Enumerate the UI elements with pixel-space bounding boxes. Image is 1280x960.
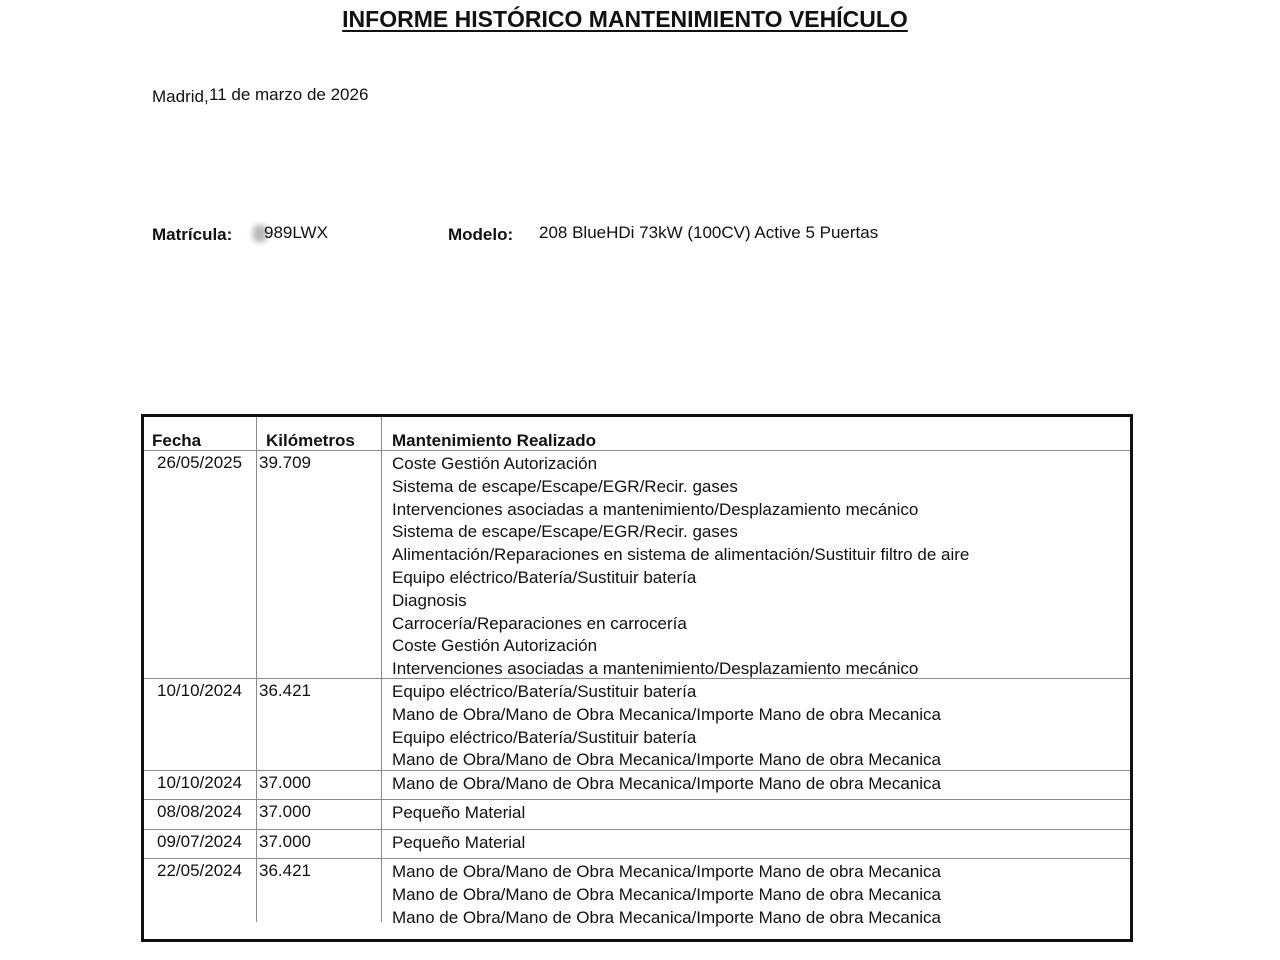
maintenance-item: Carrocería/Reparaciones en carrocería xyxy=(392,613,687,633)
maintenance-item: Intervenciones asociadas a mantenimiento/Desplazamiento mecánico xyxy=(392,499,919,519)
plate-label: Matrícula: xyxy=(152,225,233,244)
row-km: 36.421 xyxy=(259,861,311,880)
table-row xyxy=(144,830,1130,858)
row-divider xyxy=(144,799,1130,800)
maintenance-item: Diagnosis xyxy=(392,590,467,610)
table-row xyxy=(144,451,1130,678)
maintenance-item: Equipo eléctrico/Batería/Sustituir batería xyxy=(392,567,697,587)
table-row xyxy=(144,771,1130,799)
row-maintenance-list xyxy=(392,453,969,681)
maintenance-item: Mano de Obra/Mano de Obra Mecanica/Importe Mano de obra Mecanica xyxy=(392,774,942,793)
row-maintenance-list xyxy=(392,681,941,772)
row-date: 10/10/2024 xyxy=(157,773,243,792)
table-row xyxy=(144,859,1130,927)
maintenance-item: Sistema de escape/Escape/EGR/Recir. gases xyxy=(392,476,738,496)
maintenance-table xyxy=(141,414,1133,942)
row-km: 37.000 xyxy=(259,802,311,821)
table-header xyxy=(144,417,1130,449)
row-maintenance-list xyxy=(392,773,941,796)
row-maintenance-list xyxy=(392,802,525,825)
row-date: 10/10/2024 xyxy=(157,681,243,700)
maintenance-item: Equipo eléctrico/Batería/Sustituir batería xyxy=(392,727,697,747)
row-maintenance-list xyxy=(392,832,525,855)
maintenance-item: Alimentación/Reparaciones en sistema de alimentación/Sustituir filtro de aire xyxy=(392,545,970,565)
maintenance-item: Equipo eléctrico/Batería/Sustituir batería xyxy=(392,682,697,701)
row-divider xyxy=(144,858,1130,859)
maintenance-item: Coste Gestión Autorización xyxy=(392,454,598,473)
maintenance-item: Mano de Obra/Mano de Obra Mecanica/Importe Mano de obra Mecanica xyxy=(392,884,942,904)
column-divider xyxy=(381,417,382,922)
row-date: 22/05/2024 xyxy=(157,861,243,880)
header-km: Kilómetros xyxy=(266,431,355,450)
maintenance-item: Pequeño Material xyxy=(392,833,526,852)
column-divider xyxy=(256,417,257,922)
plate-value: 989LWX xyxy=(264,223,328,242)
maintenance-item: Pequeño Material xyxy=(392,803,526,822)
header-date: Fecha xyxy=(152,431,202,450)
row-date: 08/08/2024 xyxy=(157,802,243,821)
row-divider xyxy=(144,678,1130,679)
row-date: 26/05/2025 xyxy=(157,453,243,472)
model-value: 208 BlueHDi 73kW (100CV) Active 5 Puertas xyxy=(539,223,879,242)
row-km: 37.000 xyxy=(259,773,311,792)
row-km: 37.000 xyxy=(259,832,311,851)
row-date: 09/07/2024 xyxy=(157,832,243,851)
header-work: Mantenimiento Realizado xyxy=(392,431,597,450)
row-divider xyxy=(144,450,1130,451)
maintenance-item: Mano de Obra/Mano de Obra Mecanica/Importe Mano de obra Mecanica xyxy=(392,907,942,927)
maintenance-item: Mano de Obra/Mano de Obra Mecanica/Importe Mano de obra Mecanica xyxy=(392,750,942,770)
maintenance-item: Mano de Obra/Mano de Obra Mecanica/Importe Mano de obra Mecanica xyxy=(392,704,942,724)
row-km: 39.709 xyxy=(259,453,311,472)
row-divider xyxy=(144,770,1130,771)
table-row xyxy=(144,800,1130,829)
report-place: Madrid, xyxy=(152,87,209,106)
row-divider xyxy=(144,829,1130,830)
maintenance-item: Coste Gestión Autorización xyxy=(392,636,598,656)
maintenance-item: Sistema de escape/Escape/EGR/Recir. gases xyxy=(392,522,738,542)
row-km: 36.421 xyxy=(259,681,311,700)
maintenance-item: Mano de Obra/Mano de Obra Mecanica/Importe Mano de obra Mecanica xyxy=(392,862,942,881)
maintenance-item: Intervenciones asociadas a mantenimiento/Desplazamiento mecánico xyxy=(392,659,919,679)
row-maintenance-list xyxy=(392,861,941,929)
report-title: INFORME HISTÓRICO MANTENIMIENTO VEHÍCULO xyxy=(342,6,908,32)
table-row xyxy=(144,679,1130,770)
report-date: 11 de marzo de 2026 xyxy=(209,85,369,104)
model-label: Modelo: xyxy=(448,225,514,244)
